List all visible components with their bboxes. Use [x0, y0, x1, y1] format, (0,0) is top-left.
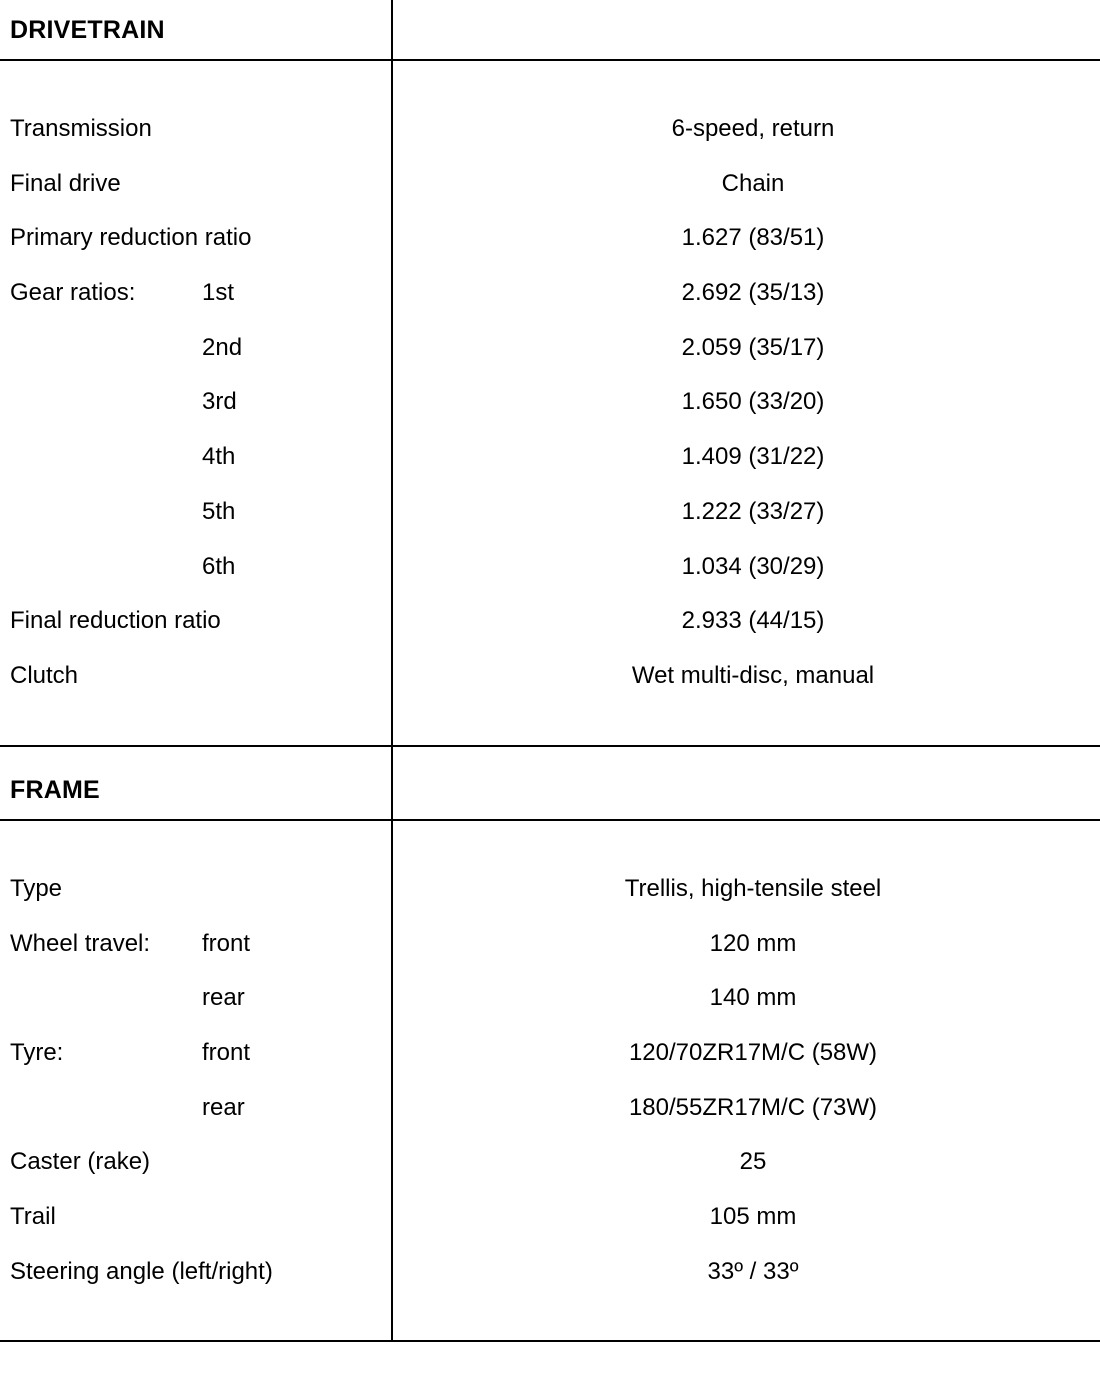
spec-sublabel: 5th: [202, 498, 236, 525]
spec-value: 120/70ZR17M/C (58W): [628, 1039, 878, 1066]
spec-row: [0, 1257, 1100, 1287]
spec-sublabel: rear: [202, 1094, 245, 1121]
spec-label: Final drive: [10, 170, 121, 197]
spec-row: [0, 387, 1100, 417]
spec-label: Trail: [10, 1203, 56, 1230]
spec-value: 25: [739, 1148, 767, 1175]
spec-sublabel: 3rd: [202, 388, 237, 415]
spec-label: Steering angle (left/right): [10, 1258, 273, 1285]
spec-label: Type: [10, 875, 63, 902]
spec-value: Chain: [721, 170, 785, 197]
spec-row: [0, 929, 1100, 959]
drivetrain-header-rule: [0, 59, 1100, 61]
spec-row: [0, 223, 1100, 253]
spec-value: 33º / 33º: [707, 1258, 799, 1285]
spec-value: 2.933 (44/15): [681, 607, 825, 634]
spec-value: Trellis, high-tensile steel: [624, 875, 882, 902]
spec-value: 1.034 (30/29): [681, 553, 825, 580]
spec-label: Gear ratios:: [10, 279, 136, 306]
spec-row: [0, 333, 1100, 363]
spec-row: [0, 114, 1100, 144]
spec-label: Final reduction ratio: [10, 607, 221, 634]
spec-sublabel: front: [202, 1039, 251, 1066]
section-title-frame: FRAME: [10, 776, 100, 804]
spec-row: [0, 552, 1100, 582]
table-bottom-rule: [0, 1340, 1100, 1342]
spec-value: 120 mm: [709, 930, 797, 957]
spec-sublabel: 4th: [202, 443, 236, 470]
spec-value: 180/55ZR17M/C (73W): [628, 1094, 878, 1121]
spec-value: 1.627 (83/51): [681, 224, 825, 251]
spec-label: Transmission: [10, 115, 152, 142]
spec-sublabel: 1st: [202, 279, 235, 306]
spec-value: 6-speed, return: [671, 115, 835, 142]
spec-sublabel: front: [202, 930, 251, 957]
spec-value: 140 mm: [709, 984, 797, 1011]
section-divider: [0, 745, 1100, 747]
spec-row: [0, 278, 1100, 308]
spec-row: [0, 497, 1100, 527]
spec-value: 1.409 (31/22): [681, 443, 825, 470]
spec-row: [0, 1202, 1100, 1232]
spec-label: Clutch: [10, 662, 79, 689]
spec-row: [0, 874, 1100, 904]
spec-row: [0, 169, 1100, 199]
spec-label: Tyre:: [10, 1039, 64, 1066]
spec-label: Primary reduction ratio: [10, 224, 252, 251]
spec-row: [0, 606, 1100, 636]
spec-row: [0, 661, 1100, 691]
spec-sublabel: 6th: [202, 553, 236, 580]
spec-label: Wheel travel:: [10, 930, 151, 957]
spec-value: 1.650 (33/20): [681, 388, 825, 415]
spec-row: [0, 1147, 1100, 1177]
spec-row: [0, 1038, 1100, 1068]
spec-row: [0, 983, 1100, 1013]
spec-value: 2.692 (35/13): [681, 279, 825, 306]
spec-value: 105 mm: [709, 1203, 797, 1230]
section-title-drivetrain: DRIVETRAIN: [10, 16, 165, 44]
spec-value: 1.222 (33/27): [681, 498, 825, 525]
spec-row: [0, 1093, 1100, 1123]
spec-sublabel: rear: [202, 984, 245, 1011]
spec-sublabel: 2nd: [202, 334, 243, 361]
frame-header-rule: [0, 819, 1100, 821]
spec-value: Wet multi-disc, manual: [631, 662, 875, 689]
spec-row: [0, 442, 1100, 472]
spec-value: 2.059 (35/17): [681, 334, 825, 361]
spec-label: Caster (rake): [10, 1148, 151, 1175]
